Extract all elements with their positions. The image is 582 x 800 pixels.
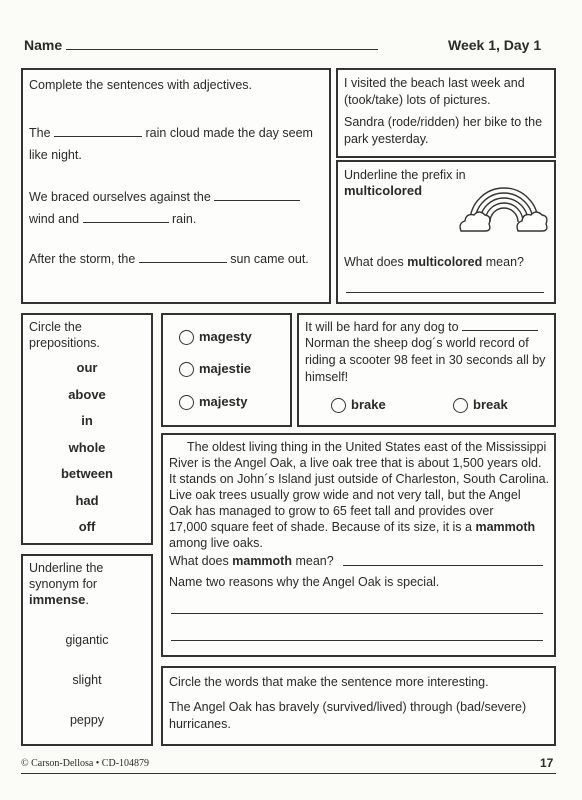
homophones-box (297, 313, 556, 427)
prefix-box (336, 160, 556, 304)
synonym-option[interactable]: slight (72, 673, 102, 687)
homophones-line-2: Norman the sheep dog´s world record of (305, 336, 529, 350)
preposition-word[interactable]: between (60, 466, 113, 481)
preposition-word[interactable]: above (68, 387, 106, 402)
blank-3[interactable] (83, 210, 169, 223)
interesting-box (161, 666, 556, 746)
s3-start: After the storm, the (29, 252, 136, 266)
week-day-label: Week 1, Day 1 (448, 37, 542, 53)
preposition-word[interactable]: had (75, 493, 99, 508)
reading-line-7: among live oaks. (169, 536, 263, 550)
spelling-option-label: majestie (199, 361, 252, 376)
homophone-option-label: brake (351, 397, 386, 412)
reading-question-2: Name two reasons why the Angel Oak is special. (169, 575, 440, 589)
synonym-instruction-1: Underline the (29, 561, 104, 575)
synonym-instruction-2: synonym for (29, 577, 98, 591)
preposition-word[interactable]: in (81, 413, 93, 428)
prepositions-instruction-2: prepositions. (29, 336, 100, 350)
prefix-q-end: mean? (485, 255, 524, 269)
spelling-option-1[interactable] (179, 329, 252, 345)
prefix-word: multicolored (344, 183, 423, 198)
spelling-option-label: magesty (199, 329, 252, 344)
homophones-line-1 (305, 318, 538, 336)
blank-2[interactable] (214, 188, 300, 201)
homophones-blank[interactable] (462, 318, 538, 331)
reading-q1-end: mean? (295, 554, 334, 568)
synonym-word: immense (29, 592, 86, 607)
verbs-line-1: I visited the beach last week and (344, 76, 525, 90)
s3-end: sun came out. (230, 252, 309, 266)
circle-icon[interactable] (179, 330, 194, 345)
prefix-q-word: multicolored (407, 255, 483, 269)
homophone-option-1[interactable] (331, 397, 386, 413)
circle-icon[interactable] (179, 395, 194, 410)
reading-q1-answer-line[interactable] (343, 565, 543, 566)
circle-icon[interactable] (453, 398, 468, 413)
preposition-word[interactable]: off (78, 519, 96, 534)
spelling-box (161, 313, 292, 427)
interesting-line-1[interactable]: The Angel Oak has bravely (survived/lived) through (bad/severe) (169, 700, 527, 714)
reading-box (161, 433, 556, 657)
verbs-line-4: park yesterday. (344, 132, 429, 146)
prefix-instruction: Underline the prefix in (344, 168, 466, 182)
homophones-line-3: riding a scooter 98 feet in 30 seconds all by (305, 353, 546, 367)
reading-q1-word: mammoth (232, 554, 292, 568)
adjectives-box (21, 68, 331, 304)
rainbow-icon (458, 176, 550, 234)
s1-start: The (29, 126, 51, 140)
interesting-instruction: Circle the words that make the sentence more interesting. (169, 675, 489, 689)
prepositions-box (21, 313, 153, 545)
reading-line-3: It stands on John´s Island just outside of Charleston, South Carolina. (169, 472, 550, 486)
blank-1[interactable] (54, 124, 142, 137)
homophones-line-4: himself! (305, 370, 349, 384)
reading-line-1: The oldest living thing in the United States east of the Mississippi (187, 440, 547, 454)
homophones-line-1-text: It will be hard for any dog to (305, 320, 459, 334)
reading-question-1 (169, 553, 334, 570)
prefix-question (344, 254, 524, 271)
s1-end: like night. (29, 148, 82, 162)
spelling-option-3[interactable] (179, 394, 247, 410)
adjective-sentence-3 (29, 250, 309, 268)
verbs-line-2: (took/take) lots of pictures. (344, 93, 491, 107)
adjective-sentence-1 (29, 124, 313, 142)
prepositions-instruction-1: Circle the (29, 320, 82, 334)
synonym-period: . (85, 592, 89, 607)
s2-middle: wind and (29, 212, 80, 226)
adjective-sentence-2 (29, 188, 300, 206)
reading-line-4: Live oak trees usually grow wide and not very tall, but the Angel (169, 488, 521, 502)
synonym-option[interactable]: gigantic (65, 633, 109, 647)
adjective-sentence-2b (29, 210, 196, 228)
s2-start: We braced ourselves against the (29, 190, 211, 204)
synonym-word-line (29, 592, 89, 607)
spelling-option-label: majesty (199, 394, 248, 409)
synonym-box (21, 554, 153, 746)
reading-line-5: Oak has managed to grow to 65 feet tall and provides over (169, 504, 494, 518)
s1-middle: rain cloud made the day seem (145, 126, 313, 140)
interesting-line-2[interactable]: hurricanes. (169, 717, 231, 731)
verbs-box (336, 68, 556, 158)
circle-icon[interactable] (179, 362, 194, 377)
reading-line-6-text: 17,000 square feet of shade. Because of its size, it is a (169, 520, 472, 534)
preposition-word[interactable]: our (76, 360, 98, 375)
prefix-answer-line[interactable] (346, 292, 544, 293)
name-label: Name (24, 37, 63, 53)
blank-4[interactable] (139, 250, 227, 263)
adjectives-instruction: Complete the sentences with adjectives. (29, 78, 253, 92)
s2-end: rain. (172, 212, 197, 226)
reading-q2-answer-line-2[interactable] (171, 640, 543, 641)
reading-q1-start: What does (169, 554, 229, 568)
prefix-q-start: What does (344, 255, 404, 269)
page-number: 17 (540, 756, 554, 770)
footer-copyright: © Carson-Dellosa • CD-104879 (21, 758, 150, 769)
synonym-option[interactable]: peppy (69, 713, 105, 727)
footer-rule (21, 773, 556, 774)
homophone-option-label: break (473, 397, 508, 412)
homophone-option-2[interactable] (453, 397, 508, 413)
preposition-word[interactable]: whole (68, 440, 106, 455)
name-field[interactable] (66, 49, 378, 50)
spelling-option-2[interactable] (179, 361, 251, 377)
circle-icon[interactable] (331, 398, 346, 413)
reading-q2-answer-line-1[interactable] (171, 613, 543, 614)
reading-line-6 (169, 519, 535, 536)
reading-bold-word: mammoth (475, 520, 536, 534)
verbs-line-3: Sandra (rode/ridden) her bike to the (344, 115, 543, 129)
reading-line-2: River is the Angel Oak, a live oak tree that is about 1,500 years old. (169, 456, 542, 470)
